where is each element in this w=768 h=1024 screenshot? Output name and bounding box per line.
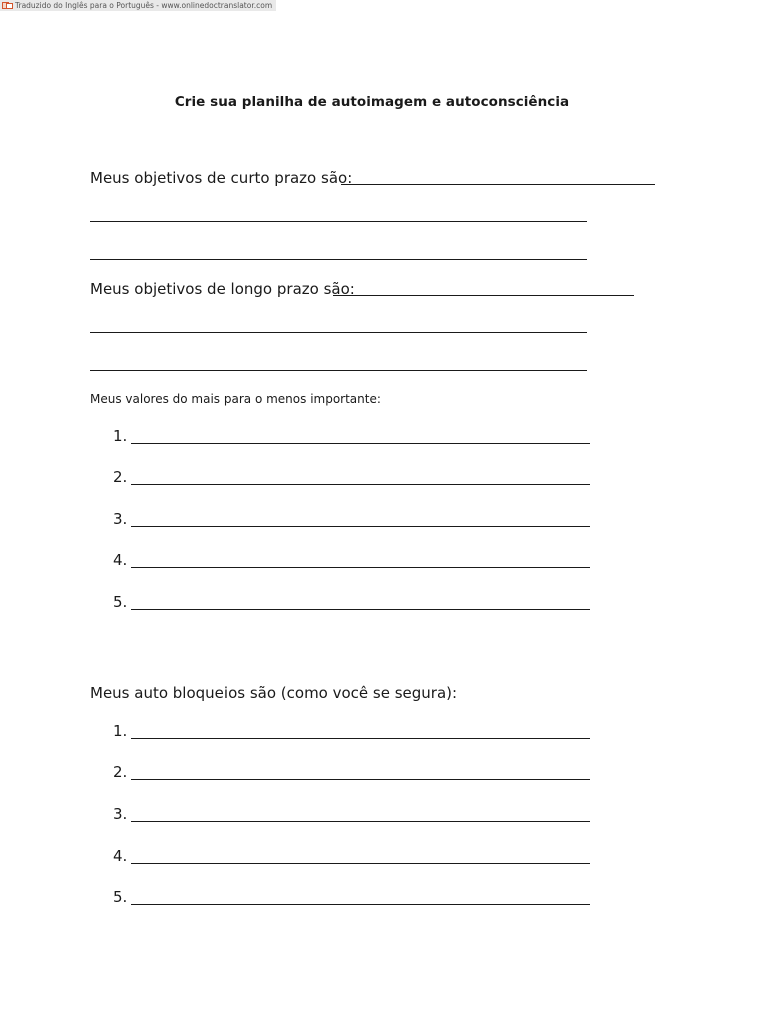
blocks-item-number: 3. [113,805,128,823]
blocks-item-number: 1. [113,722,128,740]
document-title: Crie sua planilha de autoimagem e autoconsciência [174,94,570,110]
values-item-number: 3. [113,510,128,528]
values-label: Meus valores do mais para o menos importante: [90,392,381,406]
values-item-number: 4. [113,551,128,569]
translator-banner-text[interactable]: Traduzido do Inglês para o Português - www.onlinedoctranslator.com [15,1,273,10]
values-item-line-4[interactable] [131,567,590,568]
short-term-goals-inline-line[interactable] [341,184,655,185]
self-blocks-label: Meus auto bloqueios são (como você se segura): [90,684,458,702]
values-item-line-1[interactable] [131,443,590,444]
long-term-goals-line-2[interactable] [90,370,587,371]
long-term-goals-line-1[interactable] [90,332,587,333]
long-term-goals-label: Meus objetivos de longo prazo são: [90,280,355,298]
values-item-number: 1. [113,427,128,445]
translator-banner[interactable] [0,0,276,11]
short-term-goals-line-2[interactable] [90,259,587,260]
short-term-goals-label: Meus objetivos de curto prazo são: [90,169,353,187]
blocks-item-line-4[interactable] [131,863,590,864]
blocks-item-line-2[interactable] [131,779,590,780]
values-item-line-3[interactable] [131,526,590,527]
values-item-number: 2. [113,468,128,486]
values-item-number: 5. [113,593,128,611]
values-item-line-5[interactable] [131,609,590,610]
values-item-line-2[interactable] [131,484,590,485]
short-term-goals-line-1[interactable] [90,221,587,222]
translator-logo-icon [2,2,13,9]
blocks-item-line-3[interactable] [131,821,590,822]
blocks-item-number: 2. [113,763,128,781]
blocks-item-line-1[interactable] [131,738,590,739]
blocks-item-line-5[interactable] [131,904,590,905]
blocks-item-number: 4. [113,847,128,865]
blocks-item-number: 5. [113,888,128,906]
long-term-goals-inline-line[interactable] [333,295,634,296]
